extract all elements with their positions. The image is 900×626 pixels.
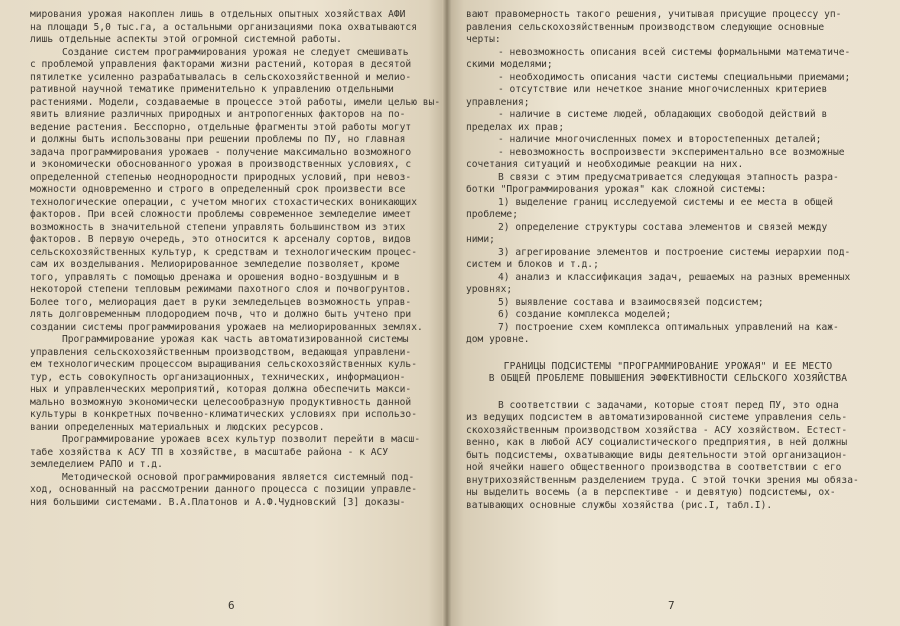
- right-intro-text: [466, 9, 870, 47]
- list-item: скими моделями;: [466, 59, 553, 70]
- heading-line: ГРАНИЦЫ ПОДСИСТЕМЫ "ПРОГРАММИРОВАНИЕ УРОЖАЯ" И ЕЕ МЕСТО: [503, 360, 833, 372]
- text-line: венно, как в любой АСУ социалистического предприятия, в ней должны: [466, 437, 848, 448]
- list-item: 5) выявление состава и взаимосвязей подсистем;: [498, 296, 764, 308]
- text-line: определенной степенью неоднородности природных условий, при невоз-: [30, 171, 412, 183]
- text-line: лять долговременным плодородием почв, что и должно быть учтено при: [30, 309, 412, 320]
- list-item: - отсутствие или нечеткое знание многочисленных критериев: [498, 84, 828, 95]
- text-line: технологические операции, с учетом многих стохастических воникающих: [30, 196, 417, 208]
- text-line: ботки "Программирования урожая" как сложной системы:: [466, 184, 767, 195]
- text-line: факторов. При всей сложности проблемы современное земледелие имеет: [30, 209, 412, 220]
- text-line: Программирование урожаев всех культур позволит перейти в масш-: [62, 434, 421, 445]
- text-line: Методической основой программирования является системный под-: [62, 471, 415, 483]
- text-line: из ведущих подсистем в автоматизированной системе управления сель-: [466, 412, 848, 423]
- text-line: равления сельскохозяйственным производством следующие основные: [466, 21, 825, 33]
- text-line: ния большими системами. В.А.Платонов и А.Ф.Чудновский [3] доказы-: [30, 496, 406, 508]
- list-item: - наличие многочисленных помех и второстепенных деталей;: [498, 134, 822, 145]
- list-item: ними;: [466, 234, 495, 245]
- text-line: растениями. Модели, создаваемые в процессе этой работы, имели целью вы-: [30, 96, 441, 108]
- list-item: 7) построение схем комплекса оптимальных управлений на каж-: [498, 321, 839, 333]
- text-line: внутрихозяйственным разделением труда. С этой точки зрения мы обяза-: [466, 474, 859, 486]
- text-line: можности одновременно и строго в определенный срок произвести все: [30, 184, 406, 195]
- text-line: культуры в конкретных почвенно-климатических условиях при использо-: [30, 409, 417, 420]
- left-page-text: [30, 9, 441, 509]
- list-item: управления;: [466, 96, 530, 108]
- text-line: земледелием РАПО и т.д.: [30, 459, 163, 470]
- list-item: пределах их прав;: [466, 121, 565, 133]
- text-line: ративной научной тематике применительно к управлению отдельными: [30, 84, 394, 95]
- text-line: скохозяйственным производством хозяйства - АСУ хозяйством. Естест-: [466, 424, 848, 436]
- text-line: вают правомерность такого решения, учитывая присущие процессу уп-: [466, 9, 842, 20]
- left-page: [0, 0, 446, 626]
- list-item: - невозможность описания всей системы формальными математиче-: [498, 46, 851, 58]
- text-line: ватывающих основные службы хозяйства (рис.I, табл.I).: [466, 499, 773, 511]
- left-page-number: 6: [228, 598, 235, 612]
- text-line: того, управлять с помощью дренажа и орошения водно-воздушным и в: [30, 271, 400, 283]
- text-line: Более того, мелиорация дает в руки земледельцев возможность управ-: [30, 296, 412, 308]
- text-line: с проблемой управления факторами жизни растений, которая в десятой: [30, 59, 412, 70]
- text-line: табе хозяйства к АСУ ТП в хозяйстве, в масштабе района - к АСУ: [30, 446, 389, 458]
- book-gutter: [442, 0, 452, 626]
- list-item: проблеме;: [466, 209, 518, 220]
- text-line: задача программирования урожаев - получение максимально возможного: [30, 146, 412, 158]
- text-line: явить влияние различных природных и антропогенных факторов на по-: [30, 109, 406, 120]
- text-line: ведение растения. Бесспорно, отдельные фрагменты этой работы могут: [30, 121, 412, 133]
- heading-line: В ОБЩЕЙ ПРОБЛЕМЕ ПОВЫШЕНИЯ ЭФФЕКТИВНОСТИ СЕЛЬСКОГО ХОЗЯЙСТВА: [488, 373, 848, 384]
- right-page-number: 7: [668, 598, 675, 612]
- text-line: В связи с этим предусматривается следующая этапность разра-: [498, 171, 839, 183]
- text-line: сельскохозяйственных культур, к средствам и технологическим процес-: [30, 246, 417, 258]
- list-item: - наличие в системе людей, обладающих свободой действий в: [498, 109, 828, 120]
- text-line: ем технологическим процессом выращивания сельскохозяйственных куль-: [30, 359, 417, 370]
- text-line: некоторой степени тепловым режимами пахотного слоя и почвогрунтов.: [30, 284, 412, 295]
- text-line: ны выделить восемь (а в перспективе - и девятую) подсистемы, ох-: [466, 487, 836, 498]
- text-line: мально возможную экономически целесообразную продуктивность данной: [30, 396, 412, 408]
- text-line: ход, основанный на рассмотрении данного процесса с позиции управле-: [30, 484, 417, 495]
- text-line: тур, есть совокупность организационных, технических, информацион-: [30, 371, 406, 383]
- text-line: лишь отдельные аспекты этой огромной системной работы.: [30, 34, 342, 45]
- features-list: [466, 47, 870, 172]
- text-line: пятилетке усиленно разрабатывалась в сельскохозяйственной и мелио-: [30, 71, 412, 83]
- text-line: возможность в значительной степени управлять большинством из этих: [30, 221, 406, 233]
- right-body-text: [466, 400, 870, 513]
- text-line: ной ячейки нашего общественного производства в соответствии с его: [466, 462, 842, 473]
- list-item: - необходимость описания части системы специальными приемами;: [498, 71, 851, 83]
- text-line: мирования урожая накоплен лишь в отдельных опытных хозяйствах АФИ: [30, 9, 406, 20]
- text-line: В соответствии с задачами, которые стоят перед ПУ, это одна: [498, 399, 839, 411]
- section-heading: [466, 361, 870, 386]
- text-line: создании системы программирования урожаев на мелиорированных землях.: [30, 321, 423, 333]
- text-line: управления сельскохозяйственным производством, ведающая управлени-: [30, 346, 412, 358]
- text-line: быть подсистемы, охватывающие виды деятельности этой организацион-: [466, 449, 848, 461]
- text-line: на площади 5,0 тыс.га, а остальными организациями пока охватываются: [30, 21, 417, 33]
- text-line: черты:: [466, 34, 501, 45]
- list-item: сочетания ситуаций и необходимые реакции на них.: [466, 159, 744, 170]
- list-item: - невозможность воспроизвести экспериментально все возможные: [498, 146, 845, 158]
- text-line: факторов. В первую очередь, это относится к арсеналу сортов, видов: [30, 234, 412, 245]
- text-line: Создание систем программирования урожая не следует смешивать: [62, 46, 409, 58]
- text-line: вании определенных материальных и людских ресурсов.: [30, 421, 325, 433]
- list-item: 3) агрегирование элементов и построение системы иерархии под-: [498, 246, 851, 258]
- stages-list: [466, 197, 870, 347]
- list-item: 4) анализ и классификация задач, решаемых на разных временных: [498, 271, 851, 283]
- list-item: 1) выделение границ исследуемой системы и ее места в общей: [498, 196, 834, 208]
- list-item: 2) определение структуры состава элементов и связей между: [498, 221, 828, 233]
- list-item: систем и блоков и т.д.;: [466, 259, 599, 270]
- text-line: и экономически обоснованного урожая в производственных условиях, с: [30, 159, 412, 170]
- list-item: дом уровне.: [466, 334, 530, 345]
- text-line: Программирование урожая как часть автоматизированной системы: [62, 334, 409, 345]
- text-line: ных и управленческих мероприятий, которая должна обеспечить макси-: [30, 384, 412, 395]
- text-line: сам их возделывания. Мелиорированное земледелие позволяет, кроме: [30, 259, 400, 270]
- list-item: 6) создание комплекса моделей;: [498, 309, 672, 320]
- list-item: уровнях;: [466, 284, 513, 295]
- stages-intro-text: [466, 172, 870, 197]
- right-page: [446, 0, 900, 626]
- text-line: и должны быть использованы при решении проблемы по ПУ, но главная: [30, 134, 406, 145]
